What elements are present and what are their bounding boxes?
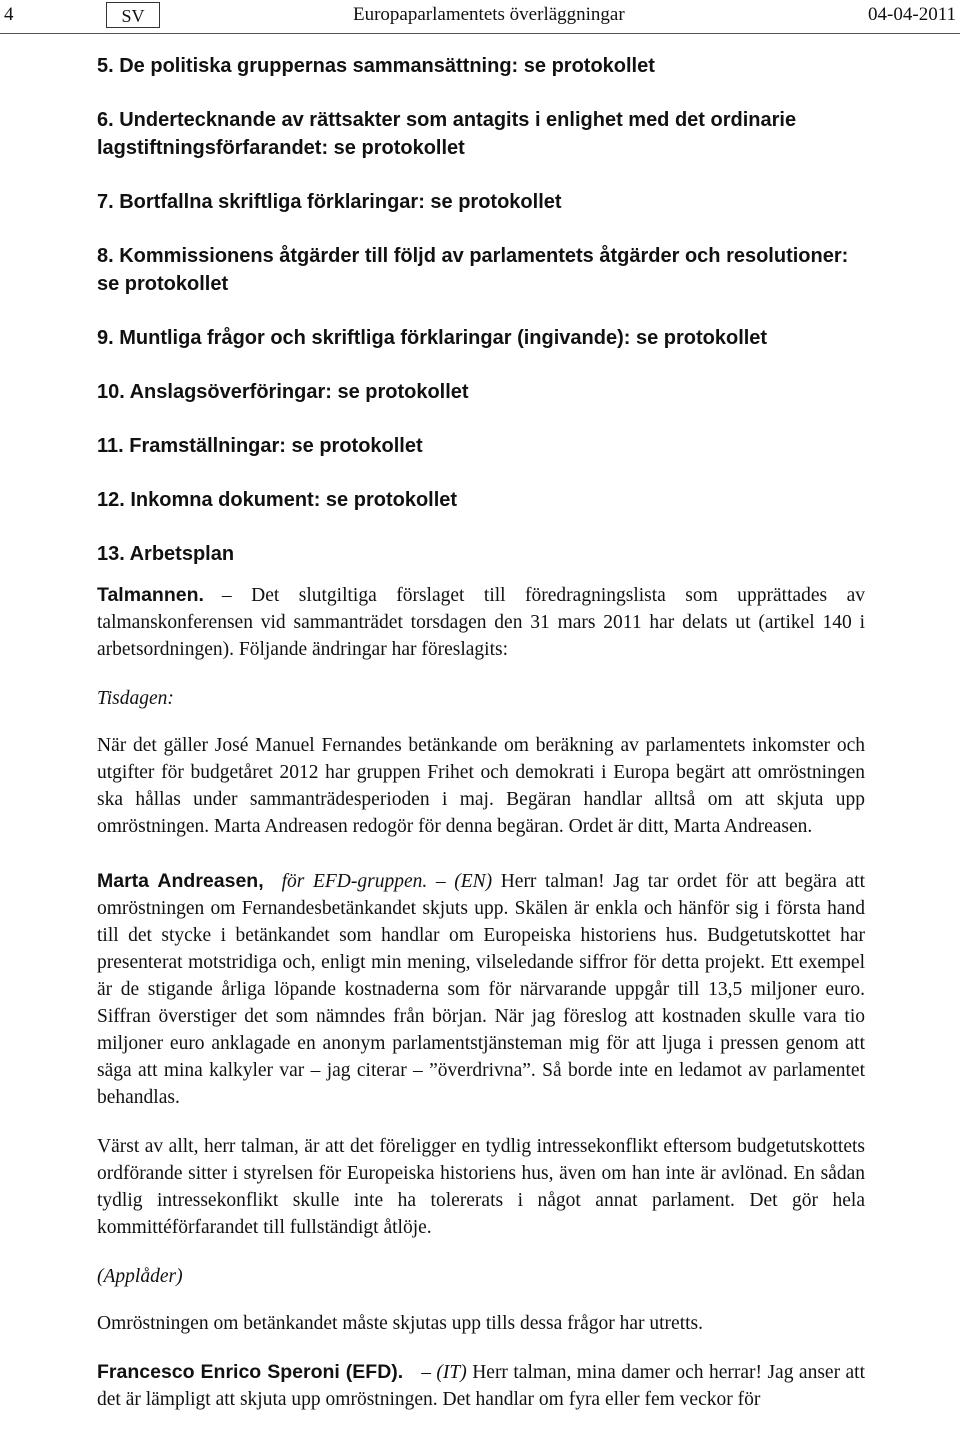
heading-13: 13. Arbetsplan: [97, 543, 235, 565]
andreasen-paragraph: [97, 868, 865, 1111]
heading-7: 7. Bortfallna skriftliga förklaringar: se protokollet: [97, 191, 562, 213]
heading-9: 9. Muntliga frågor och skriftliga förklaringar (ingivande): se protokollet: [97, 327, 768, 349]
postpone-paragraph: Omröstningen om betänkandet måste skjutas upp tills dessa frågor har utretts.: [97, 1313, 703, 1334]
language-badge: SV: [106, 2, 160, 28]
speech-text: Herr talman! Jag tar ordet för att begära att omröstningen om Fernandesbetänkandet skjuts upp. Skälen är enkla och hänför sig i första hand till det stycke i betänkandet som handlar om Europeiska historiens hus. Budgetutskottet har presenterat motstridiga och, enligt min mening, vilseledande siffror för detta projekt. Ett exempel är de stigande årliga löpande kostnaderna som för närvarande uppgår till 13,5 miljoner euro. Siffran överstiger det som nämndes från början. När jag föreslog att kostnaden skulle vara tio miljoner euro anklagade en anonym parlamentstjänsteman mig för att ljuga i pressen genom att säga att mina kalkyler var – jag citerar – ”överdrivna”. Så borde inte en ledamot av parlamentet behandlas.: [97, 871, 866, 1108]
heading-6: 6. Undertecknande av rättsakter som antagits i enlighet med det ordinarie lagstiftningsförfarandet: se protokollet: [97, 109, 797, 159]
speech-dash: –: [221, 585, 232, 606]
speech-text: Det slutgiltiga förslaget till föredragningslista som upprättades av talmanskonferensen vid sammanträdet torsdagen den 31 mars 2011 har delats ut (artikel 140 i arbetsordningen). Följande ändringar har föreslagits:: [97, 585, 866, 660]
heading-10: 10. Anslagsöverföringar: se protokollet: [97, 381, 469, 403]
talmannen-paragraph: [97, 582, 865, 663]
speaker-name: Talmannen.: [97, 584, 204, 606]
day-label: Tisdagen:: [97, 688, 174, 709]
publication-title: Europaparlamentets överläggningar: [353, 4, 625, 25]
andreasen-paragraph-2: Värst av allt, herr talman, är att det föreligger en tydlig intressekonflikt eftersom budgetutskottets ordförande sitter i styrelsen för Europeiska historiens hus, även om han inte är avlönad. En sådan tydlig intressekonflikt skulle inte ha tolererats i något annat parlament. Det gör hela kommittéförfarandet till fullständigt åtlöje.: [97, 1136, 865, 1238]
request-paragraph: När det gäller José Manuel Fernandes betänkande om beräkning av parlamentets inkomster och utgifter för budgetåret 2012 har gruppen Frihet och demokrati i Europa begärt att omröstningen ska hållas under sammanträdesperioden i maj. Begäran handlar alltså om att skjuta upp omröstningen. Marta Andreasen redogör för denna begäran. Ordet är ditt, Marta Andreasen.: [97, 735, 865, 837]
speech-dash: –: [421, 1362, 431, 1383]
speech-language: (IT): [436, 1362, 467, 1383]
page-header: [0, 0, 960, 40]
speaker-name: Marta Andreasen,: [97, 870, 264, 892]
speech-language: (EN): [454, 871, 493, 892]
page-number: 4: [4, 4, 14, 25]
header-rule: [0, 33, 960, 34]
heading-11: 11. Framställningar: se protokollet: [97, 435, 423, 457]
speech-text: Herr talman, mina damer och herrar! Jag anser att det är lämpligt att skjuta upp omröstningen. Det handlar om fyra eller fem veckor för: [97, 1362, 865, 1410]
speaker-name: Francesco Enrico Speroni (EFD).: [97, 1361, 404, 1383]
speaker-group: för EFD-gruppen.: [281, 871, 428, 892]
heading-8: 8. Kommissionens åtgärder till följd av parlamentets åtgärder och resolutioner: se protokollet: [97, 245, 849, 295]
document-body: [97, 52, 865, 1435]
speech-dash: –: [435, 871, 446, 892]
heading-5: 5. De politiska gruppernas sammansättning: se protokollet: [97, 55, 655, 77]
heading-12: 12. Inkomna dokument: se protokollet: [97, 489, 458, 511]
speroni-paragraph: [97, 1359, 865, 1413]
applause-note: (Applåder): [97, 1266, 183, 1287]
publication-date: 04-04-2011: [868, 4, 956, 25]
